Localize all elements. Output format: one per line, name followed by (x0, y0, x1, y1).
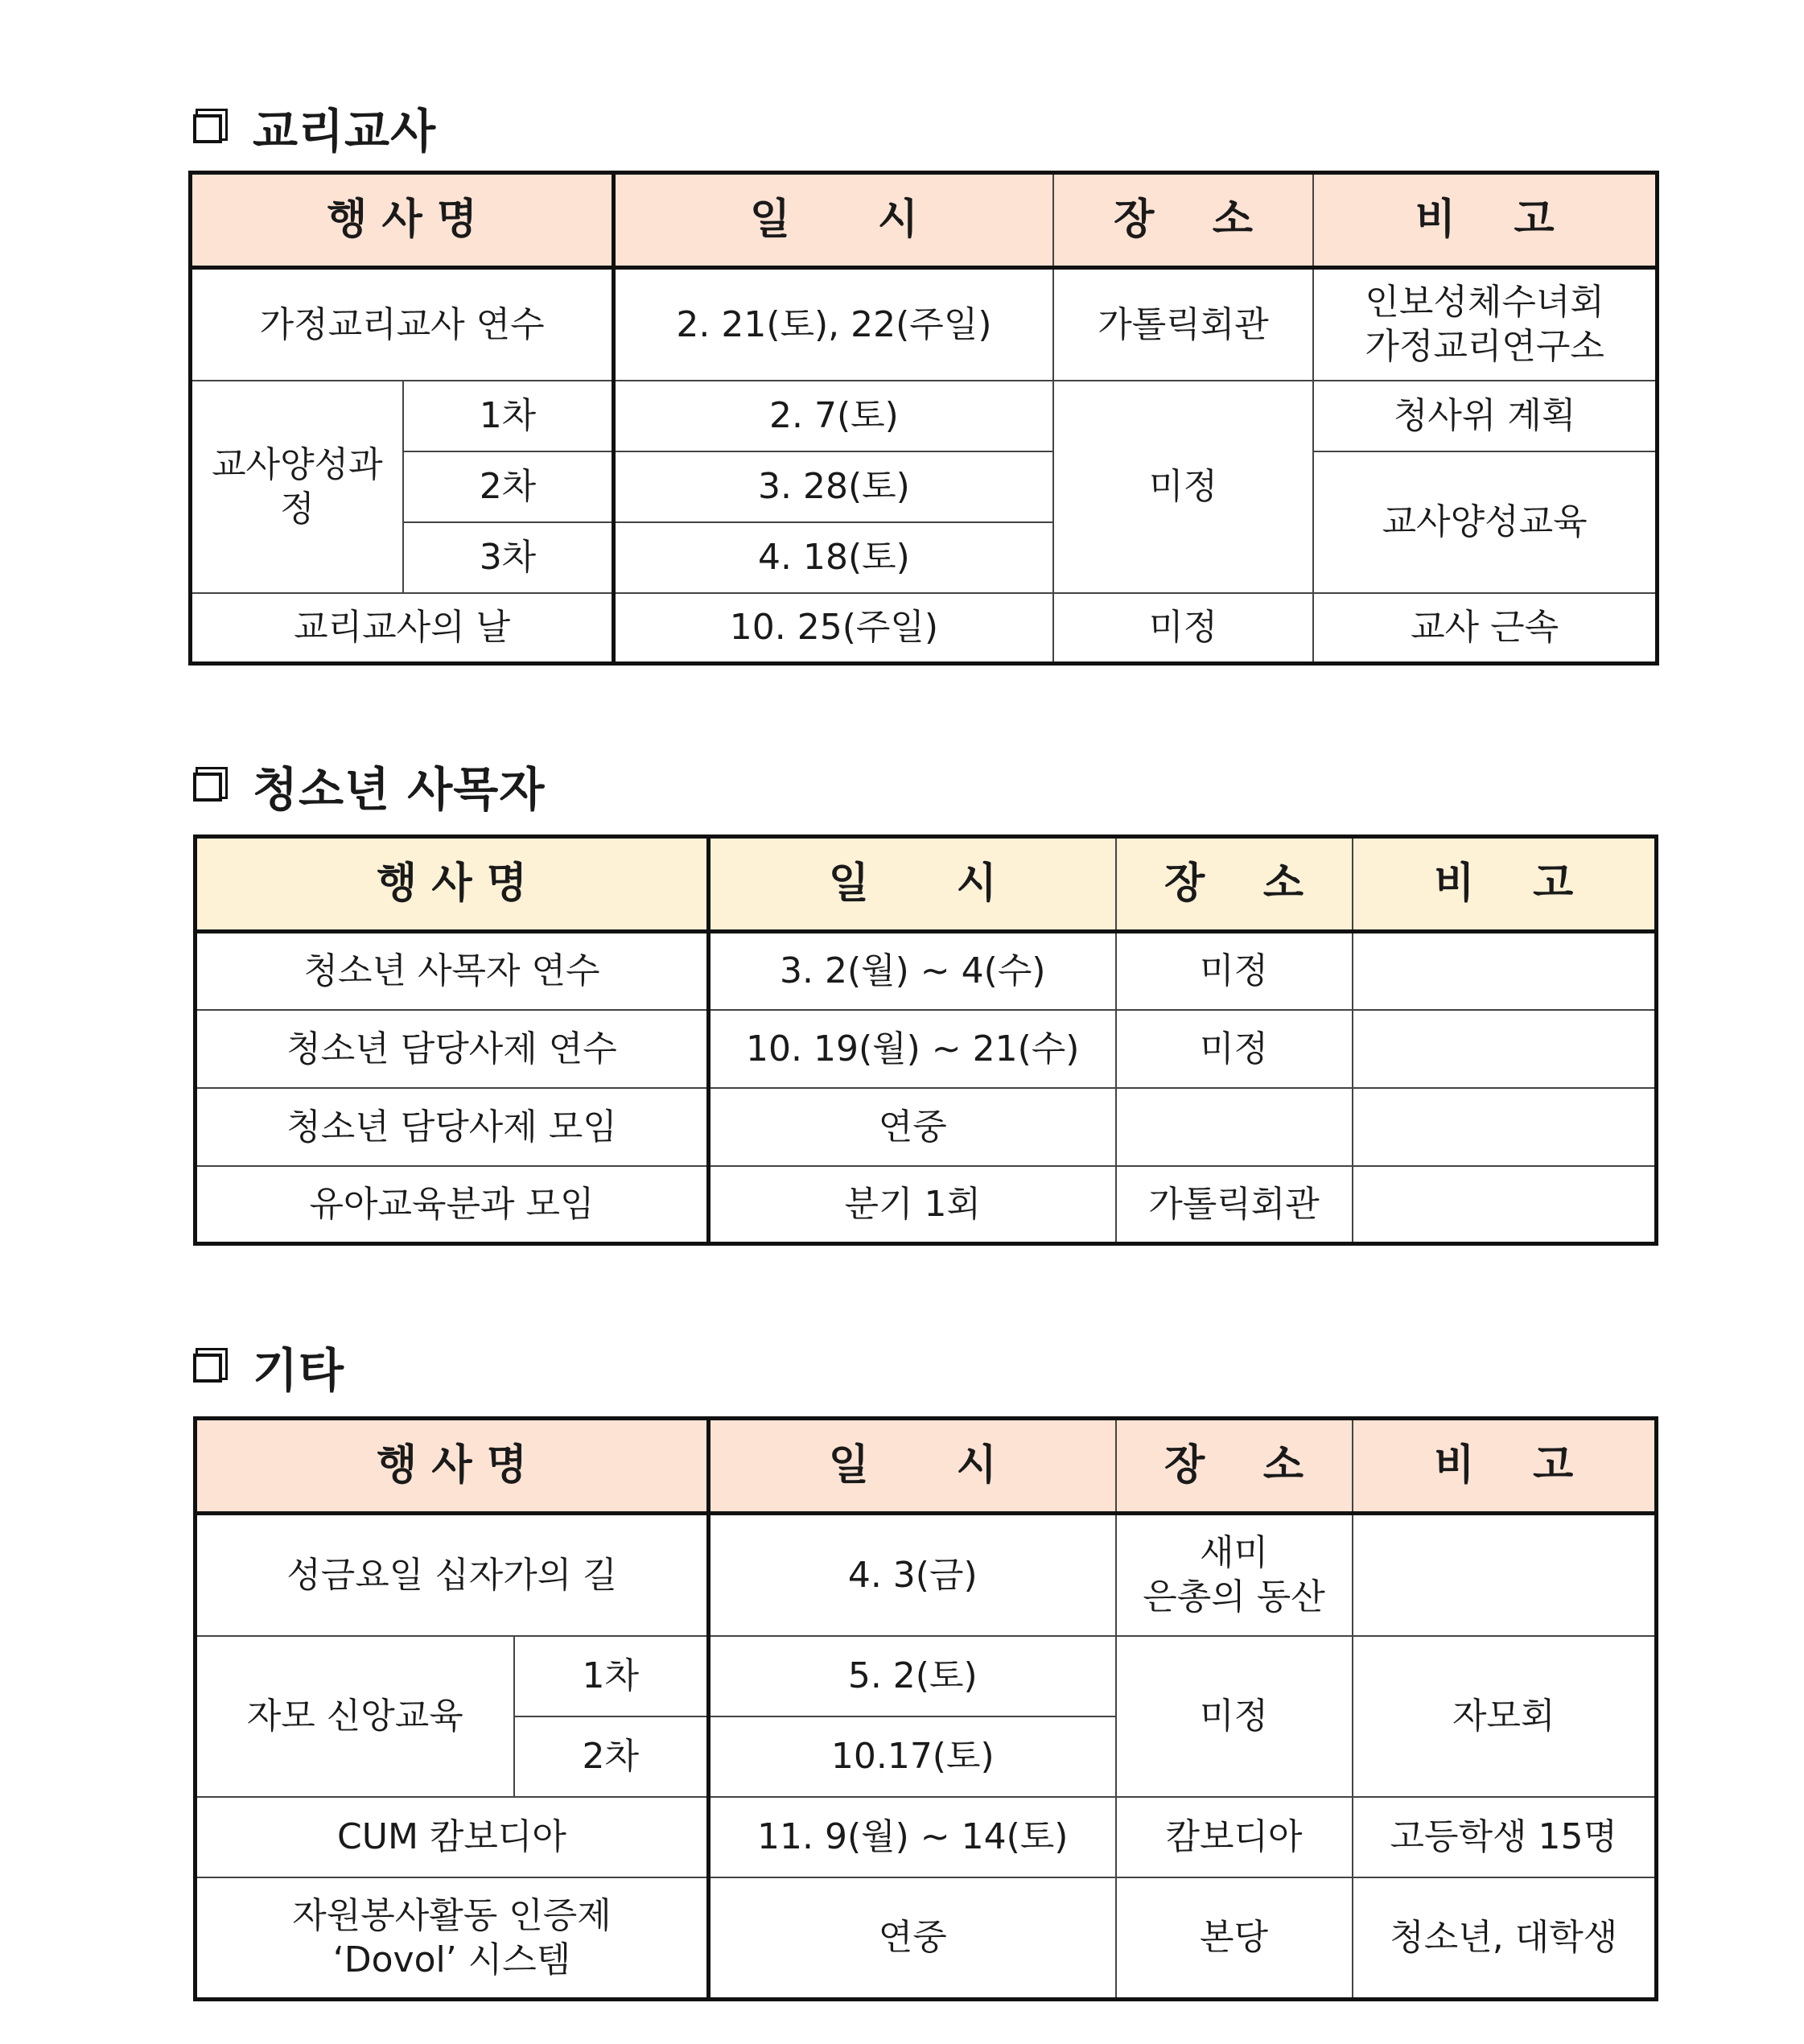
table-row (196, 1514, 1657, 1636)
date-cell: 11. 9(월) ~ 14(토) (709, 1797, 1116, 1877)
date-cell: 4. 3(금) (709, 1514, 1116, 1636)
catechist-table (188, 171, 1659, 666)
place-cell: 본당 (1116, 1877, 1353, 2000)
note-cell (1353, 1088, 1657, 1166)
place-cell: 캄보디아 (1116, 1797, 1353, 1877)
other-events-table (193, 1416, 1658, 2001)
event-name-cell: 자원봉사활동 인증제 ‘Dovol’ 시스템 (196, 1877, 709, 2000)
event-name-cell: 유아교육분과 모임 (196, 1166, 709, 1244)
section-title-other (193, 1334, 344, 1399)
header-place: 장 소 (1116, 837, 1353, 932)
event-name-cell: 자모 신앙교육 (196, 1636, 514, 1797)
note-cell: 교사양성교육 (1313, 451, 1657, 593)
header-date: 일 시 (709, 1419, 1116, 1514)
section-title-catechist (193, 95, 436, 159)
table-row (196, 932, 1657, 1010)
header-note: 비 고 (1353, 837, 1657, 932)
header-event-name: 행 사 명 (196, 1419, 709, 1514)
checkbox-bullet-icon (193, 1354, 222, 1383)
date-cell: 3. 2(월) ~ 4(수) (709, 932, 1116, 1010)
header-place: 장 소 (1116, 1419, 1353, 1514)
note-cell (1353, 1514, 1657, 1636)
event-name-cell: 교사양성과정 (191, 381, 403, 593)
event-name-cell: 청소년 담당사제 연수 (196, 1010, 709, 1088)
header-date: 일 시 (709, 837, 1116, 932)
section-title-youth-pastor (193, 753, 545, 818)
table-row (196, 1010, 1657, 1088)
note-cell (1353, 1010, 1657, 1088)
round-cell: 1차 (403, 381, 614, 451)
table-row (196, 1166, 1657, 1244)
note-cell: 청사위 계획 (1313, 381, 1657, 451)
table-row (191, 451, 1658, 522)
table-row (191, 593, 1658, 664)
date-cell: 연중 (709, 1877, 1116, 2000)
header-note: 비 고 (1313, 173, 1657, 268)
header-event-name: 행 사 명 (191, 173, 614, 268)
checkbox-bullet-icon (193, 114, 222, 143)
date-cell: 5. 2(토) (709, 1636, 1116, 1716)
place-cell: 미정 (1116, 1010, 1353, 1088)
event-name-cell: 청소년 담당사제 모임 (196, 1088, 709, 1166)
place-cell: 미정 (1116, 1636, 1353, 1797)
note-cell: 교사 근속 (1313, 593, 1657, 664)
section-title-text: 청소년 사목자 (253, 762, 546, 817)
round-cell: 2차 (514, 1716, 709, 1797)
section-title-text: 기타 (253, 1343, 345, 1398)
place-cell: 가톨릭회관 (1116, 1166, 1353, 1244)
date-cell: 4. 18(토) (614, 522, 1053, 593)
note-cell: 고등학생 15명 (1353, 1797, 1657, 1877)
place-cell: 가톨릭회관 (1053, 268, 1314, 381)
event-name-cell: CUM 캄보디아 (196, 1797, 709, 1877)
table-row (191, 268, 1658, 381)
event-name-cell: 청소년 사목자 연수 (196, 932, 709, 1010)
note-cell: 인보성체수녀회 가정교리연구소 (1313, 268, 1657, 381)
date-cell: 2. 21(토), 22(주일) (614, 268, 1053, 381)
date-cell: 분기 1회 (709, 1166, 1116, 1244)
header-note: 비 고 (1353, 1419, 1657, 1514)
table-row (191, 381, 1658, 451)
round-cell: 3차 (403, 522, 614, 593)
place-cell: 새미 은총의 동산 (1116, 1514, 1353, 1636)
note-cell (1353, 932, 1657, 1010)
note-cell: 자모회 (1353, 1636, 1657, 1797)
note-cell: 청소년, 대학생 (1353, 1877, 1657, 2000)
place-cell: 미정 (1116, 932, 1353, 1010)
table-row (196, 1877, 1657, 2000)
event-name-cell: 성금요일 십자가의 길 (196, 1514, 709, 1636)
place-cell: 미정 (1053, 381, 1314, 593)
date-cell: 3. 28(토) (614, 451, 1053, 522)
section-title-text: 교리교사 (253, 104, 437, 159)
round-cell: 1차 (514, 1636, 709, 1716)
note-cell (1353, 1166, 1657, 1244)
date-cell: 연중 (709, 1088, 1116, 1166)
header-date: 일 시 (614, 173, 1053, 268)
table-row (196, 1088, 1657, 1166)
date-cell: 10.17(토) (709, 1716, 1116, 1797)
event-name-cell: 교리교사의 날 (191, 593, 614, 664)
event-name-cell: 가정교리교사 연수 (191, 268, 614, 381)
table-row (196, 1636, 1657, 1716)
youth-pastor-table (193, 834, 1658, 1246)
header-place: 장 소 (1053, 173, 1314, 268)
header-event-name: 행 사 명 (196, 837, 709, 932)
place-cell (1116, 1088, 1353, 1166)
table-row (196, 1797, 1657, 1877)
round-cell: 2차 (403, 451, 614, 522)
checkbox-bullet-icon (193, 773, 222, 802)
place-cell: 미정 (1053, 593, 1314, 664)
date-cell: 10. 25(주일) (614, 593, 1053, 664)
date-cell: 2. 7(토) (614, 381, 1053, 451)
date-cell: 10. 19(월) ~ 21(수) (709, 1010, 1116, 1088)
